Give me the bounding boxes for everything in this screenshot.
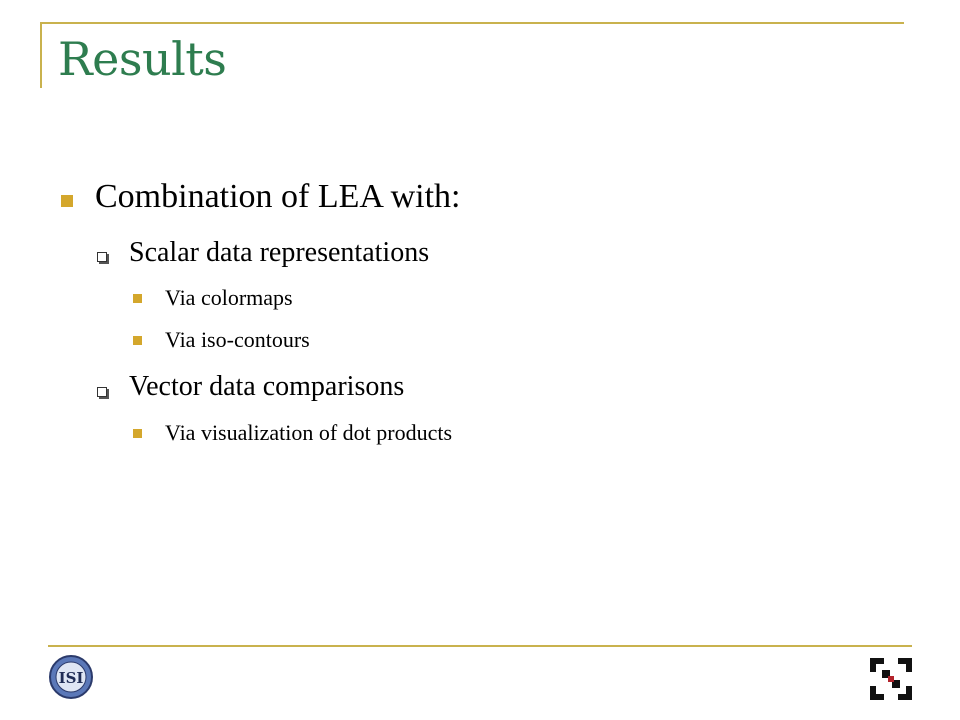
bullet-square-small-icon bbox=[133, 429, 142, 438]
top-vertical-rule bbox=[40, 22, 42, 88]
vanderbilt-block-logo-icon bbox=[868, 656, 914, 702]
bullet-level2-item: Vector data comparisons bbox=[129, 371, 405, 402]
bullet-square-icon bbox=[61, 195, 73, 207]
bullet-square-small-icon bbox=[133, 336, 142, 345]
checkbox-bullet-icon bbox=[97, 252, 107, 262]
bullet-square-small-icon bbox=[133, 294, 142, 303]
bottom-horizontal-rule bbox=[48, 645, 912, 647]
bullet-level2-item: Scalar data representations bbox=[129, 237, 430, 268]
bullet-level3-item: Via iso-contours bbox=[165, 327, 310, 352]
bullet-level3-item: Via visualization of dot products bbox=[165, 420, 453, 445]
slide-title: Results bbox=[58, 32, 227, 86]
bullet-level1-item: Combination of LEA with: bbox=[95, 178, 461, 215]
top-horizontal-rule bbox=[40, 22, 904, 24]
isi-logo-text: ISI bbox=[58, 669, 84, 687]
checkbox-bullet-icon bbox=[97, 387, 107, 397]
isi-seal-icon bbox=[48, 654, 94, 700]
bullet-level3-item: Via colormaps bbox=[165, 285, 293, 310]
